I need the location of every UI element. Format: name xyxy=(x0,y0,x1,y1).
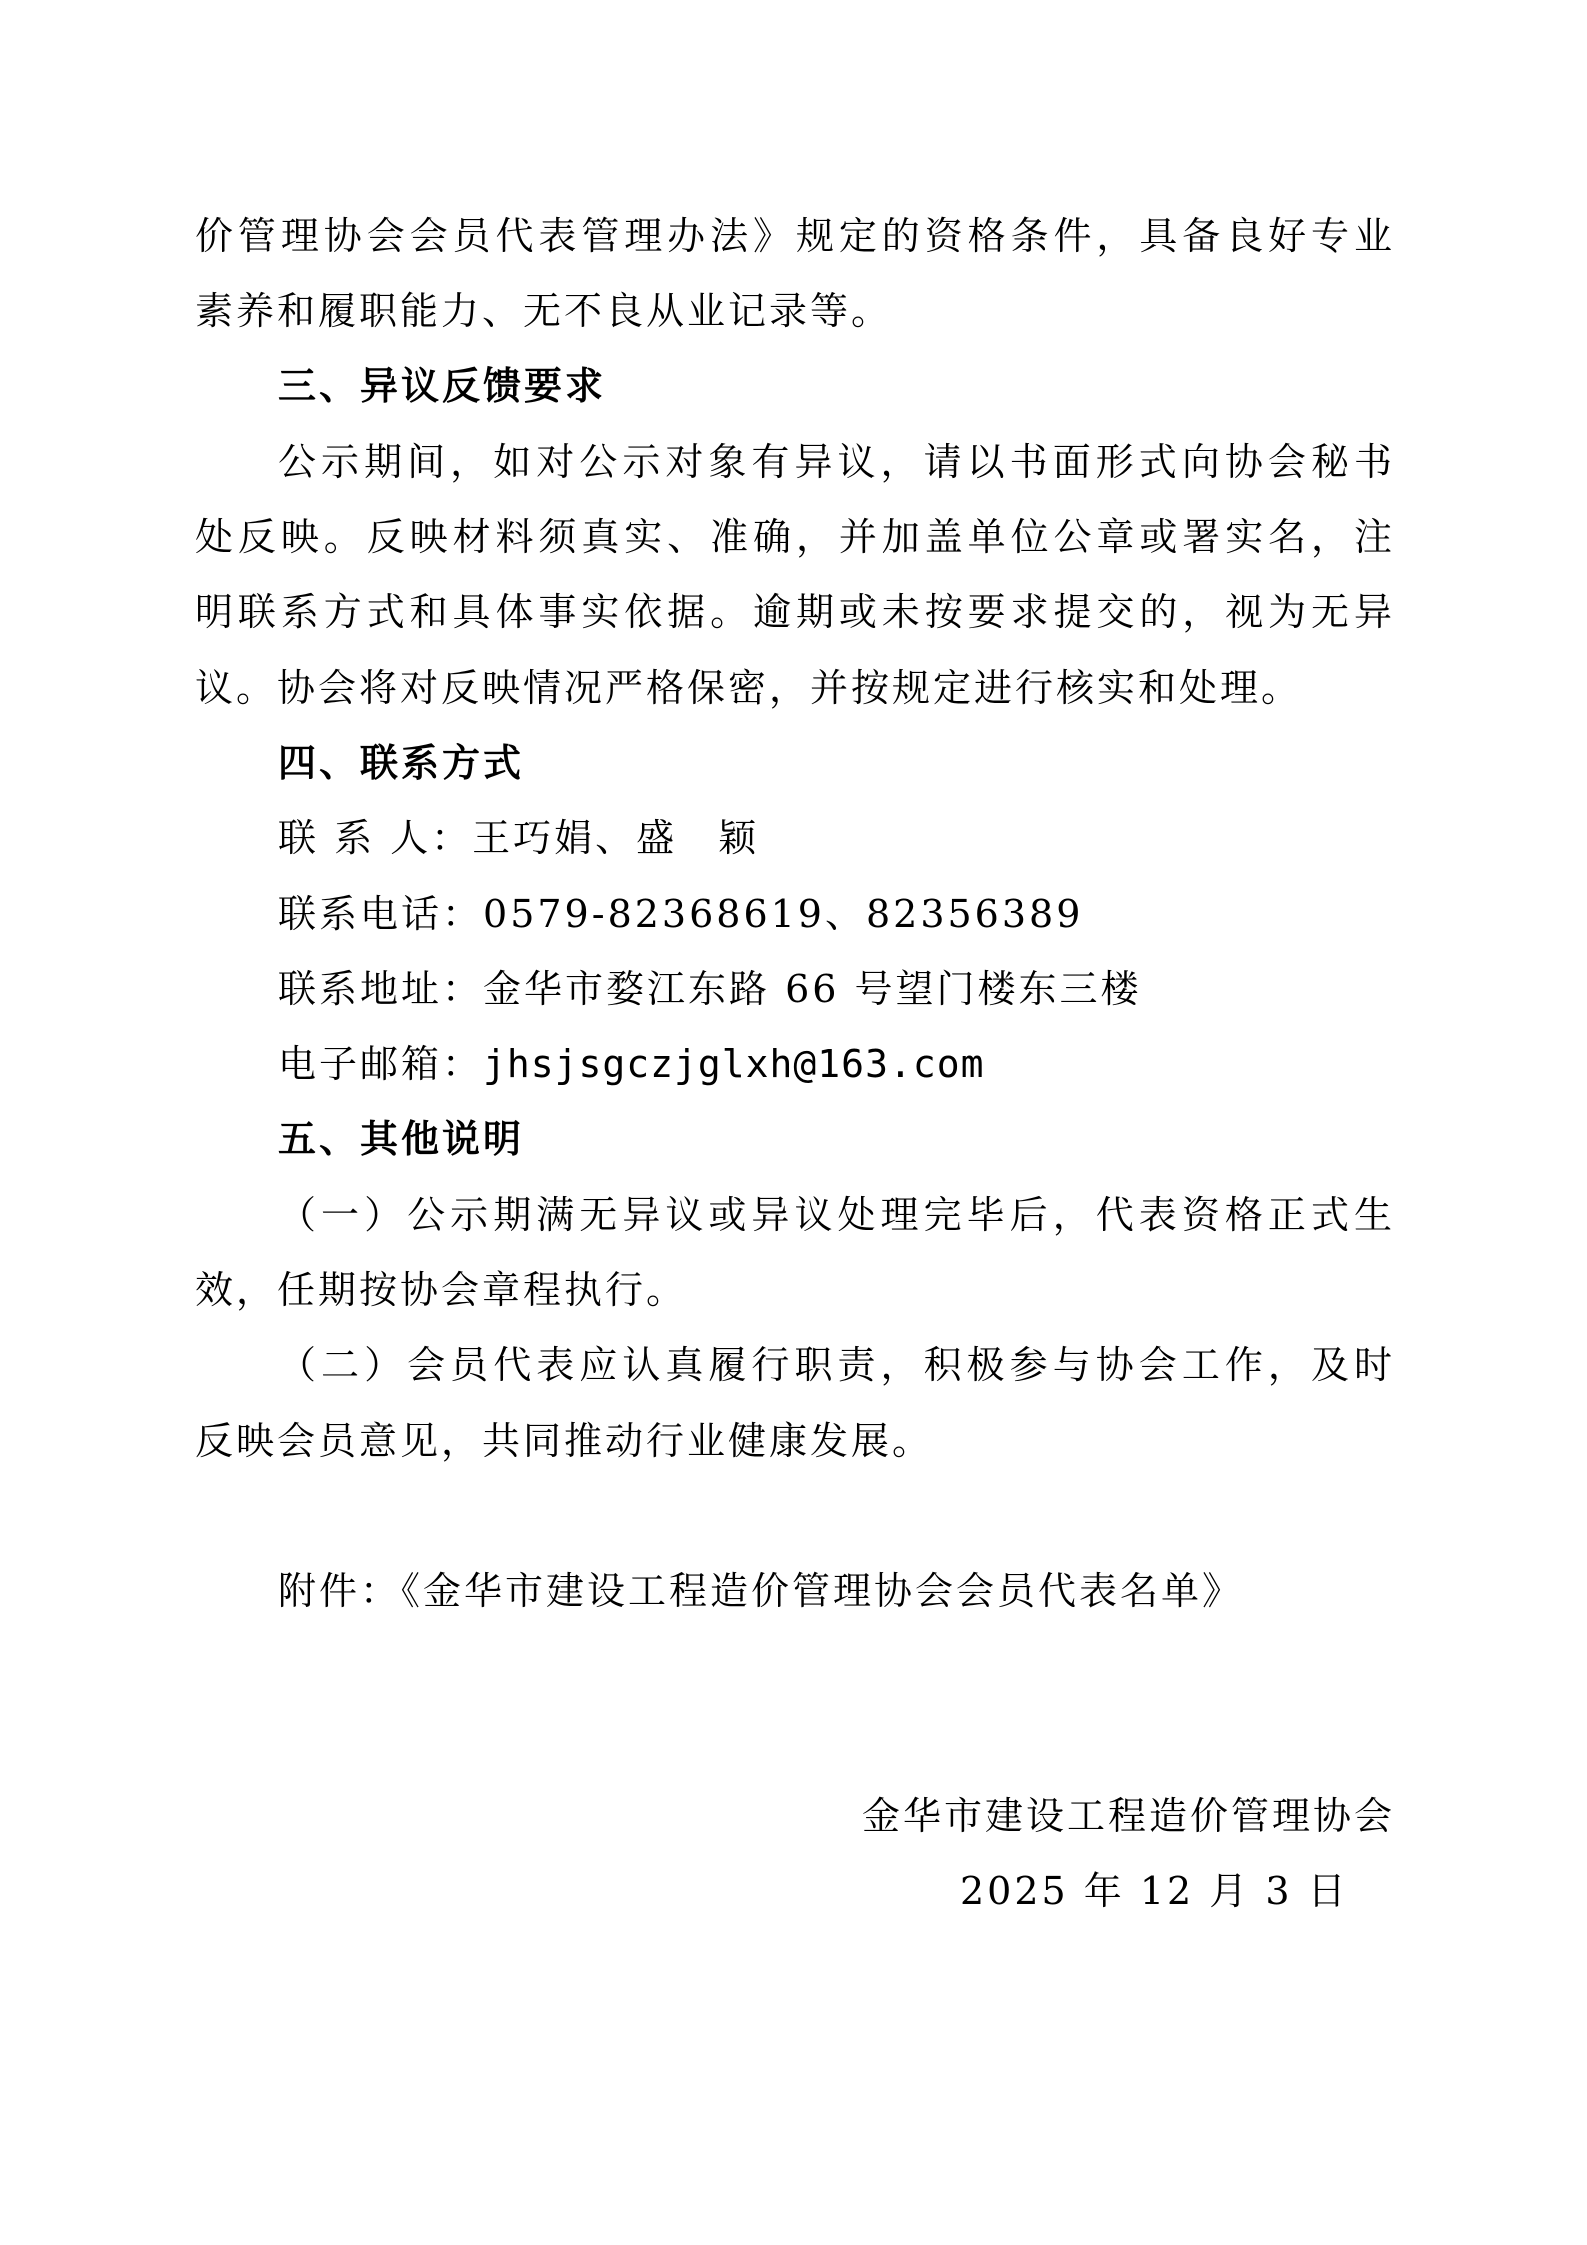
signature-date: 2025 年 12 月 3 日 xyxy=(960,1869,1349,1913)
paragraph-continuation-line-1: 价管理协会会员代表管理办法》规定的资格条件，具备良好专业 xyxy=(195,214,1395,258)
contact-email-label: 电子邮箱： xyxy=(278,1042,484,1086)
paragraph-continuation-line-2: 素养和履职能力、无不良从业记录等。 xyxy=(195,289,893,333)
contact-person-value: 王巧娟、盛 颖 xyxy=(472,816,760,860)
contact-address-label: 联系地址： xyxy=(278,967,484,1011)
section-4-heading: 四、联系方式 xyxy=(278,741,525,785)
section-5-item-2-line-1: （二）会员代表应认真履行职责，积极参与协会工作，及时 xyxy=(278,1343,1395,1387)
contact-address-row xyxy=(278,951,1142,1027)
section-5-item-2-line-2: 反映会员意见，共同推动行业健康发展。 xyxy=(195,1419,934,1463)
attachment-line: 附件：《金华市建设工程造价管理协会会员代表名单》 xyxy=(278,1569,1244,1613)
contact-address-value: 金华市婺江东路 66 号望门楼东三楼 xyxy=(483,967,1142,1011)
section-3-line-2: 处反映。反映材料须真实、准确，并加盖单位公章或署实名，注 xyxy=(195,515,1395,559)
section-3-line-1: 公示期间，如对公示对象有异议，请以书面形式向协会秘书 xyxy=(278,440,1395,484)
section-3-line-3: 明联系方式和具体事实依据。逾期或未按要求提交的，视为无异 xyxy=(195,590,1395,634)
contact-person-row xyxy=(278,800,759,876)
signature-organization: 金华市建设工程造价管理协会 xyxy=(861,1794,1395,1838)
contact-email-value: jhsjsgczjglxh@163.com xyxy=(483,1042,985,1086)
contact-phone-row xyxy=(278,876,1083,952)
contact-person-label: 联 系 人： xyxy=(278,816,473,860)
section-3-heading: 三、异议反馈要求 xyxy=(278,364,607,408)
section-5-item-1-line-2: 效，任期按协会章程执行。 xyxy=(195,1268,688,1312)
contact-email-row xyxy=(278,1026,984,1102)
contact-phone-label: 联系电话： xyxy=(278,892,484,936)
section-3-line-4: 议。协会将对反映情况严格保密，并按规定进行核实和处理。 xyxy=(195,666,1303,710)
contact-phone-value: 0579-82368619、82356389 xyxy=(483,892,1084,936)
section-5-item-1-line-1: （一）公示期满无异议或异议处理完毕后，代表资格正式生 xyxy=(278,1193,1395,1237)
section-5-heading: 五、其他说明 xyxy=(278,1117,525,1161)
